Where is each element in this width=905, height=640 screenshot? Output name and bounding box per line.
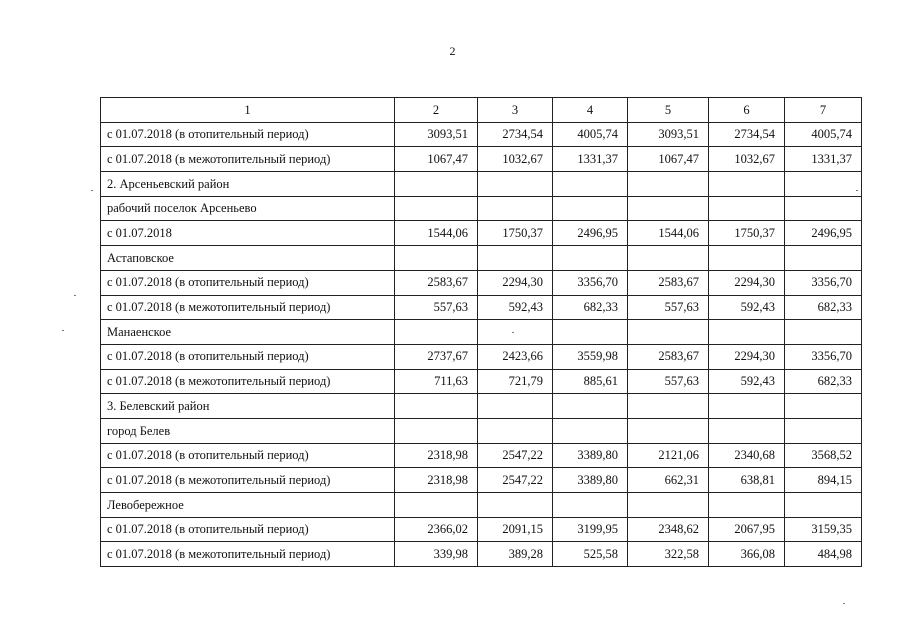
column-header-7: 7 — [785, 98, 862, 123]
tariff-value-cell: 1750,37 — [478, 221, 553, 246]
row-label: с 01.07.2018 — [101, 221, 395, 246]
tariff-value-cell — [709, 172, 785, 197]
row-label: Манаенское — [101, 320, 395, 345]
tariff-value-cell: 1067,47 — [395, 147, 478, 172]
tariff-value-cell: 638,81 — [709, 468, 785, 493]
tariff-value-cell: 3093,51 — [395, 122, 478, 147]
tariff-value-cell: 3389,80 — [553, 443, 628, 468]
tariff-value-cell: 1544,06 — [395, 221, 478, 246]
tariff-value-cell — [709, 394, 785, 419]
tariff-value-cell: 2547,22 — [478, 468, 553, 493]
tariff-value-cell: 2318,98 — [395, 468, 478, 493]
row-label: рабочий поселок Арсеньево — [101, 196, 395, 221]
tariff-value-cell: 2496,95 — [553, 221, 628, 246]
tariff-value-cell: 3389,80 — [553, 468, 628, 493]
tariff-value-cell: 662,31 — [628, 468, 709, 493]
table-row — [101, 270, 862, 295]
row-label: с 01.07.2018 (в межотопительный период) — [101, 369, 395, 394]
tariff-value-cell — [628, 394, 709, 419]
tariff-value-cell: 2423,66 — [478, 344, 553, 369]
scan-speck — [512, 332, 514, 333]
tariff-value-cell: 2734,54 — [709, 122, 785, 147]
tariff-value-cell — [395, 394, 478, 419]
table-row — [101, 320, 862, 345]
tariff-value-cell: 894,15 — [785, 468, 862, 493]
tariff-value-cell: 1067,47 — [628, 147, 709, 172]
tariff-value-cell: 2583,67 — [628, 270, 709, 295]
tariff-value-cell — [785, 394, 862, 419]
scan-speck — [62, 330, 64, 331]
tariff-value-cell — [709, 246, 785, 271]
tariff-value-cell — [628, 418, 709, 443]
tariff-value-cell — [785, 172, 862, 197]
tariff-value-cell — [553, 172, 628, 197]
tariff-value-cell: 2121,06 — [628, 443, 709, 468]
tariff-value-cell — [709, 418, 785, 443]
tariff-value-cell — [785, 246, 862, 271]
tariff-value-cell — [628, 493, 709, 518]
tariff-value-cell: 2583,67 — [628, 344, 709, 369]
tariff-value-cell: 322,58 — [628, 542, 709, 567]
tariff-value-cell: 1544,06 — [628, 221, 709, 246]
tariff-value-cell — [709, 493, 785, 518]
tariff-value-cell: 2583,67 — [395, 270, 478, 295]
table-row — [101, 369, 862, 394]
table-row — [101, 394, 862, 419]
tariff-value-cell: 3199,95 — [553, 517, 628, 542]
tariff-value-cell: 1331,37 — [553, 147, 628, 172]
row-label: с 01.07.2018 (в отопительный период) — [101, 443, 395, 468]
tariff-value-cell — [395, 172, 478, 197]
row-label: 3. Белевский район — [101, 394, 395, 419]
tariff-value-cell: 484,98 — [785, 542, 862, 567]
row-label: 2. Арсеньевский район — [101, 172, 395, 197]
row-label: с 01.07.2018 (в межотопительный период) — [101, 468, 395, 493]
tariff-value-cell — [628, 320, 709, 345]
tariff-value-cell: 2547,22 — [478, 443, 553, 468]
tariff-value-cell — [553, 196, 628, 221]
scan-speck — [843, 603, 845, 604]
tariff-value-cell: 592,43 — [709, 295, 785, 320]
tariff-value-cell: 4005,74 — [785, 122, 862, 147]
tariff-value-cell: 721,79 — [478, 369, 553, 394]
tariff-value-cell — [478, 418, 553, 443]
tariff-value-cell: 557,63 — [628, 369, 709, 394]
tariff-value-cell: 3559,98 — [553, 344, 628, 369]
tariff-value-cell: 366,08 — [709, 542, 785, 567]
tariff-value-cell: 3356,70 — [785, 344, 862, 369]
tariff-table — [100, 97, 862, 567]
table-row — [101, 172, 862, 197]
tariff-value-cell: 3356,70 — [785, 270, 862, 295]
page-number: 2 — [449, 44, 456, 58]
column-header-4: 4 — [553, 98, 628, 123]
table-row — [101, 493, 862, 518]
tariff-value-cell — [553, 418, 628, 443]
tariff-value-cell: 682,33 — [553, 295, 628, 320]
tariff-value-cell: 2340,68 — [709, 443, 785, 468]
table-header-row — [101, 98, 862, 123]
tariff-value-cell — [785, 418, 862, 443]
tariff-value-cell: 389,28 — [478, 542, 553, 567]
tariff-value-cell: 1750,37 — [709, 221, 785, 246]
table-row — [101, 221, 862, 246]
tariff-value-cell: 1032,67 — [478, 147, 553, 172]
tariff-value-cell: 592,43 — [478, 295, 553, 320]
table-row — [101, 517, 862, 542]
row-label: с 01.07.2018 (в отопительный период) — [101, 517, 395, 542]
tariff-value-cell — [478, 196, 553, 221]
row-label: с 01.07.2018 (в отопительный период) — [101, 122, 395, 147]
row-label: с 01.07.2018 (в отопительный период) — [101, 344, 395, 369]
row-label: город Белев — [101, 418, 395, 443]
tariff-value-cell: 3159,35 — [785, 517, 862, 542]
tariff-value-cell: 885,61 — [553, 369, 628, 394]
tariff-value-cell — [478, 320, 553, 345]
table-row — [101, 295, 862, 320]
scan-speck — [91, 190, 93, 191]
tariff-value-cell: 2366,02 — [395, 517, 478, 542]
row-label: с 01.07.2018 (в межотопительный период) — [101, 542, 395, 567]
row-label: с 01.07.2018 (в отопительный период) — [101, 270, 395, 295]
column-header-3: 3 — [478, 98, 553, 123]
tariff-value-cell — [785, 196, 862, 221]
tariff-value-cell: 4005,74 — [553, 122, 628, 147]
tariff-value-cell — [395, 246, 478, 271]
row-label: Левобережное — [101, 493, 395, 518]
scan-speck — [856, 190, 858, 191]
tariff-value-cell — [478, 246, 553, 271]
tariff-value-cell — [553, 394, 628, 419]
tariff-value-cell — [553, 493, 628, 518]
tariff-value-cell: 557,63 — [395, 295, 478, 320]
tariff-value-cell: 2294,30 — [709, 344, 785, 369]
table-row — [101, 344, 862, 369]
tariff-value-cell: 2318,98 — [395, 443, 478, 468]
tariff-value-cell — [395, 320, 478, 345]
tariff-value-cell — [628, 196, 709, 221]
table-row — [101, 147, 862, 172]
tariff-value-cell: 1331,37 — [785, 147, 862, 172]
table-row — [101, 542, 862, 567]
table-row — [101, 443, 862, 468]
table-row — [101, 196, 862, 221]
column-header-6: 6 — [709, 98, 785, 123]
table-row — [101, 468, 862, 493]
tariff-value-cell: 682,33 — [785, 369, 862, 394]
scan-speck — [74, 295, 76, 296]
tariff-value-cell — [709, 320, 785, 345]
tariff-value-cell — [553, 246, 628, 271]
tariff-value-cell: 2091,15 — [478, 517, 553, 542]
table-row — [101, 246, 862, 271]
row-label: с 01.07.2018 (в межотопительный период) — [101, 147, 395, 172]
tariff-value-cell — [785, 320, 862, 345]
tariff-value-cell: 339,98 — [395, 542, 478, 567]
tariff-value-cell: 3568,52 — [785, 443, 862, 468]
table-body — [101, 122, 862, 566]
tariff-value-cell: 592,43 — [709, 369, 785, 394]
table-row — [101, 418, 862, 443]
tariff-value-cell — [785, 493, 862, 518]
row-label: Астаповское — [101, 246, 395, 271]
tariff-value-cell: 682,33 — [785, 295, 862, 320]
tariff-value-cell — [628, 172, 709, 197]
tariff-value-cell — [709, 196, 785, 221]
tariff-value-cell: 2496,95 — [785, 221, 862, 246]
tariff-value-cell: 2067,95 — [709, 517, 785, 542]
tariff-value-cell — [553, 320, 628, 345]
tariff-value-cell: 3356,70 — [553, 270, 628, 295]
tariff-value-cell — [395, 196, 478, 221]
tariff-value-cell: 557,63 — [628, 295, 709, 320]
tariff-value-cell: 2737,67 — [395, 344, 478, 369]
tariff-value-cell — [395, 493, 478, 518]
tariff-value-cell — [395, 418, 478, 443]
tariff-value-cell: 2294,30 — [709, 270, 785, 295]
tariff-value-cell: 525,58 — [553, 542, 628, 567]
tariff-value-cell — [478, 172, 553, 197]
column-header-1: 1 — [101, 98, 395, 123]
tariff-value-cell: 2294,30 — [478, 270, 553, 295]
row-label: с 01.07.2018 (в межотопительный период) — [101, 295, 395, 320]
tariff-value-cell: 3093,51 — [628, 122, 709, 147]
column-header-5: 5 — [628, 98, 709, 123]
tariff-value-cell: 1032,67 — [709, 147, 785, 172]
tariff-value-cell: 2734,54 — [478, 122, 553, 147]
tariff-value-cell — [478, 394, 553, 419]
tariff-value-cell: 2348,62 — [628, 517, 709, 542]
tariff-value-cell — [628, 246, 709, 271]
tariff-value-cell: 711,63 — [395, 369, 478, 394]
tariff-value-cell — [478, 493, 553, 518]
table-row — [101, 122, 862, 147]
column-header-2: 2 — [395, 98, 478, 123]
